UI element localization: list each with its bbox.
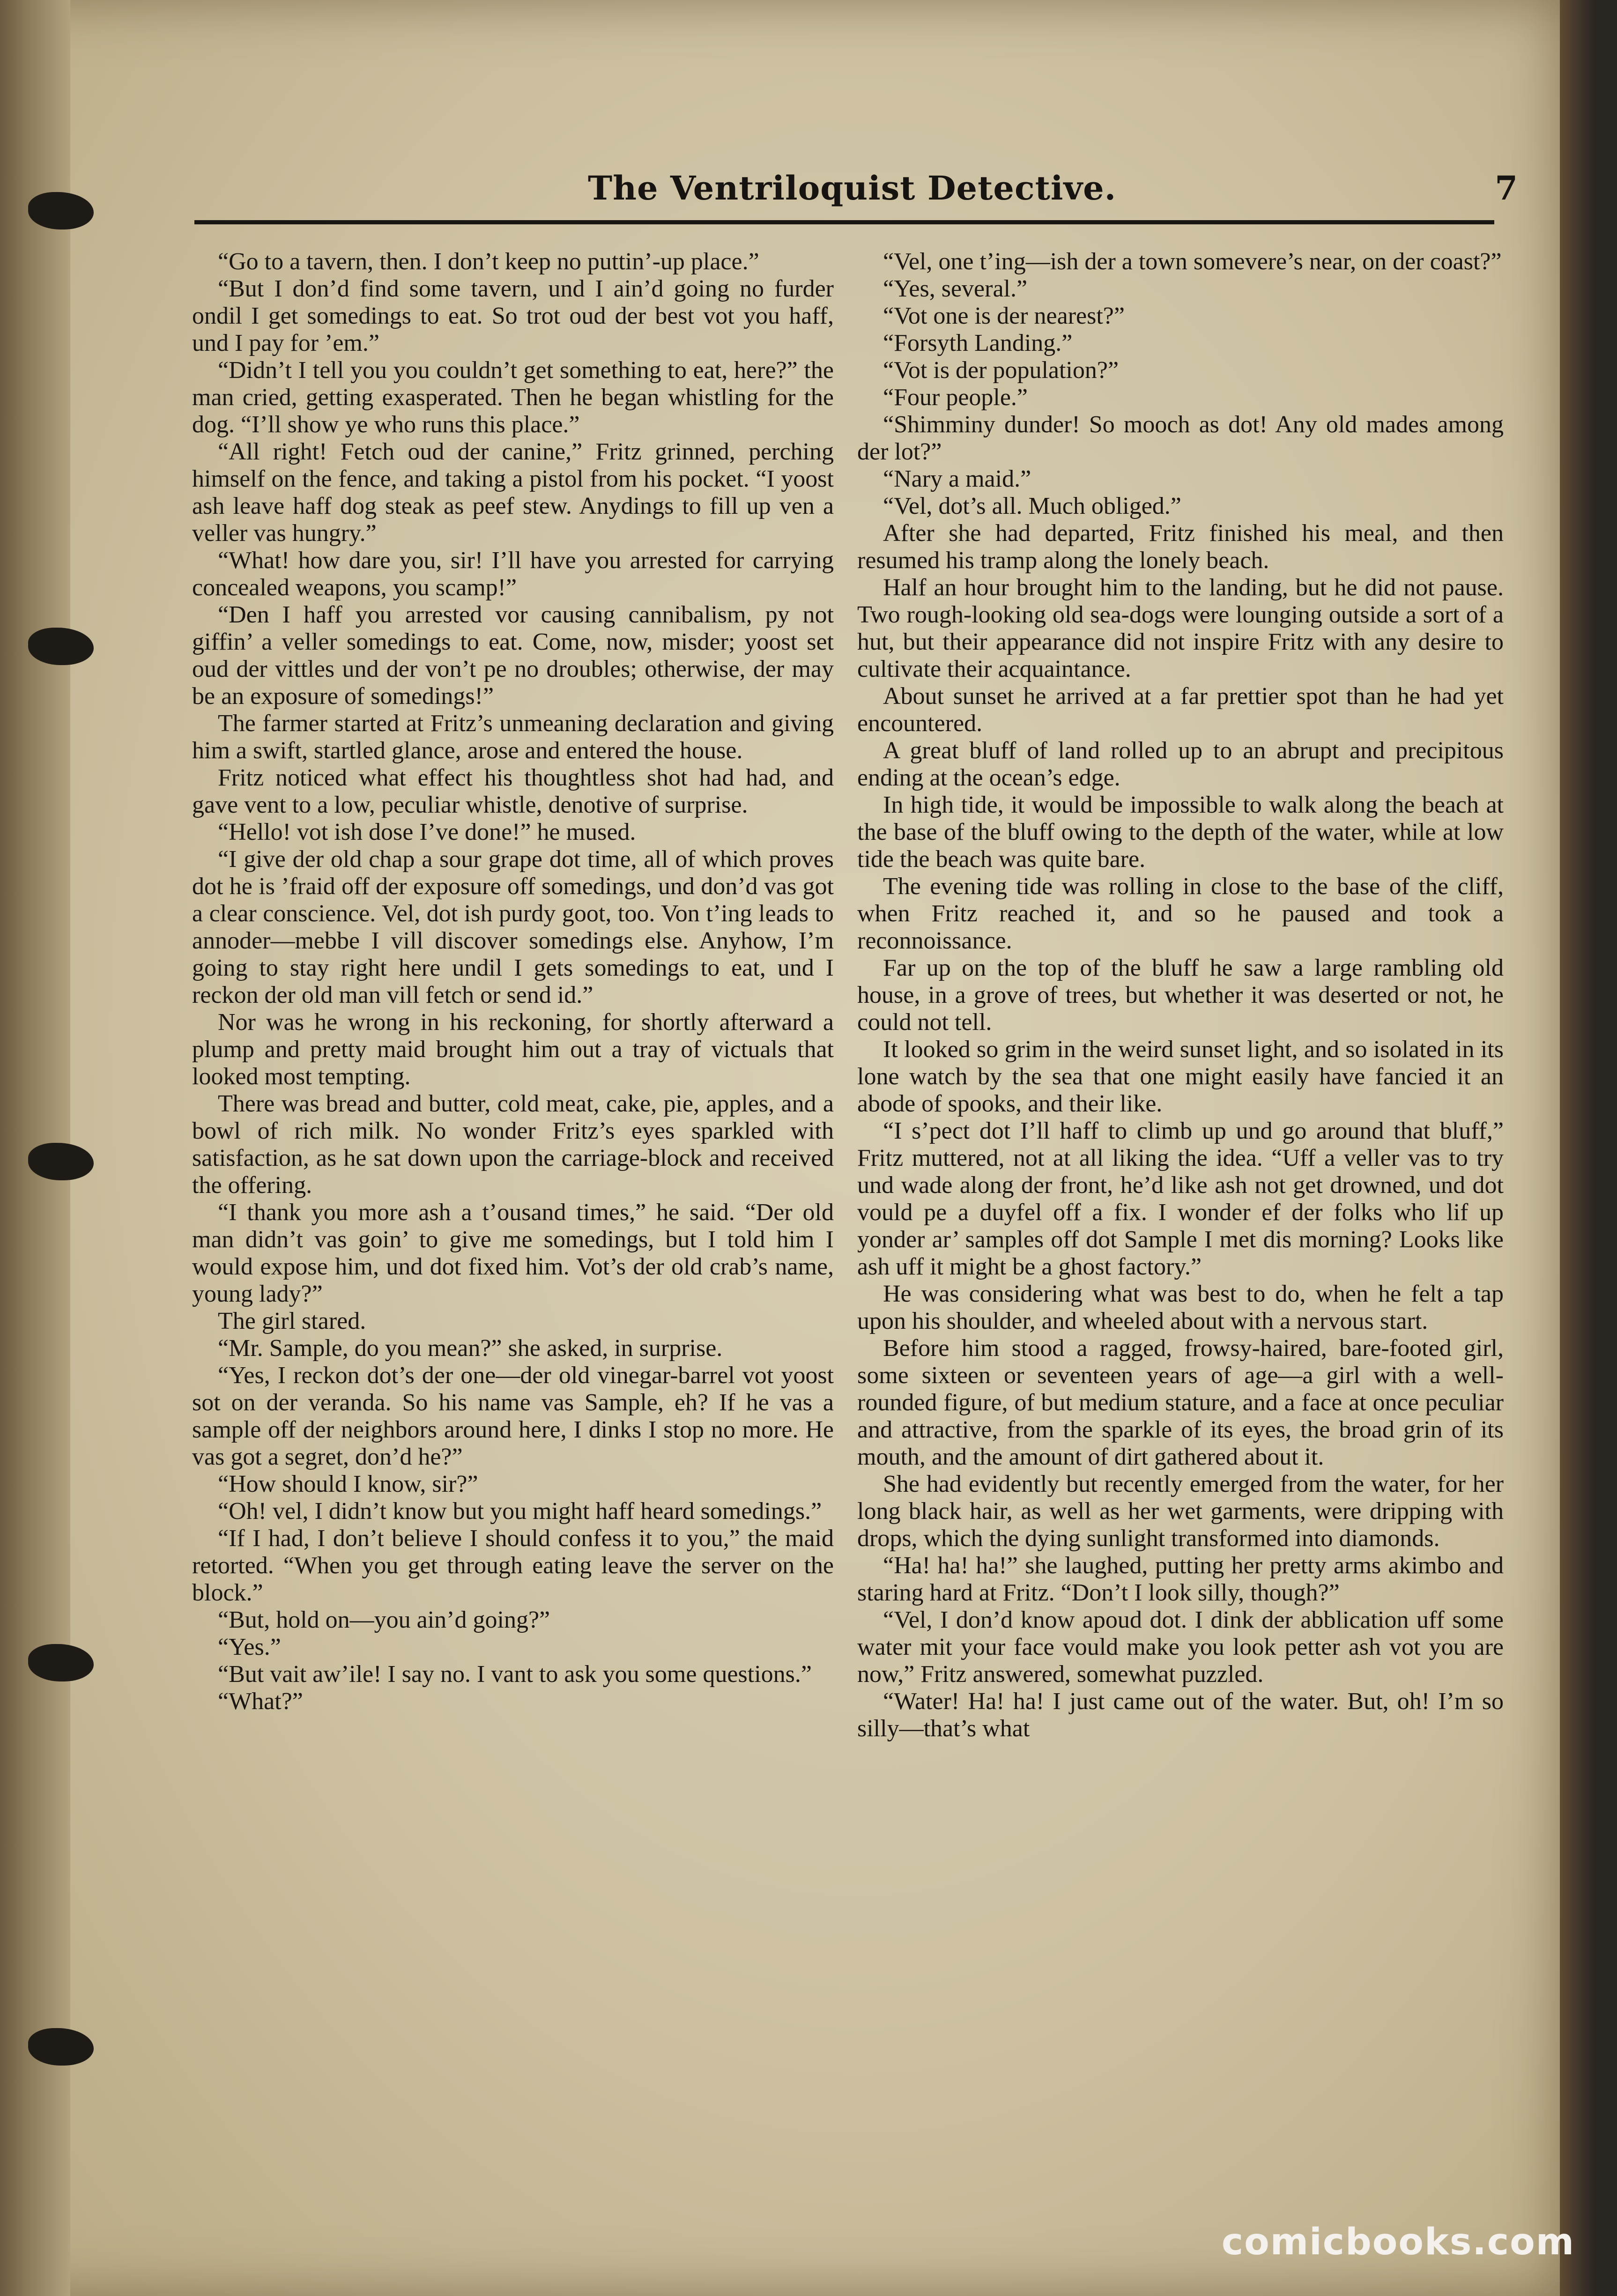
paragraph: “Yes, I reckon dot’s der one—der old vinegar-barrel vot yoost sot on der veranda. So his name vas Sample, eh? If he vas a sample off der neighbors around here, I dinks I stop no more. He vas got a segret, don’d he?”: [192, 1362, 834, 1470]
paragraph: “Ha! ha! ha!” she laughed, putting her pretty arms akimbo and staring hard at Fritz. “Don’t I look silly, though?”: [857, 1552, 1504, 1606]
paragraph: He was considering what was best to do, when he felt a tap upon his shoulder, and wheeled about with a nervous start.: [857, 1281, 1504, 1334]
header-rule: [194, 220, 1494, 224]
paragraph: “Shimminy dunder! So mooch as dot! Any old mades among der lot?”: [857, 411, 1504, 465]
paragraph: “Den I haff you arrested vor causing cannibalism, py not giffin’ a veller somedings to eat. Come, now, misder; yoost set oud der vittles und der von’t pe no droubles; otherwise, der may be an exposure of somedings!”: [192, 601, 834, 710]
running-header: [197, 169, 1518, 220]
paragraph: There was bread and butter, cold meat, cake, pie, apples, and a bowl of rich milk. No wonder Fritz’s eyes sparkled with satisfaction, as he sat down upon the carriage-block and received the offering.: [192, 1090, 834, 1199]
paragraph: “But I don’d find some tavern, und I ain’d going no furder ondil I get somedings to eat. So trot oud der best vot you haff, und I pay for ’em.”: [192, 275, 834, 356]
paragraph: “Hello! vot ish dose I’ve done!” he mused.: [218, 819, 636, 845]
paragraph: “Vel, I don’d know apoud dot. I dink der abblication uff some water mit your face vould make you look petter ash vot you are now,” Fritz answered, somewhat puzzled.: [857, 1607, 1504, 1688]
paragraph: “Go to a tavern, then. I don’t keep no puttin’-up place.”: [218, 248, 759, 275]
paragraph: The girl stared.: [218, 1308, 366, 1334]
paragraph: “I give der old chap a sour grape dot time, all of which proves dot he is ’fraid off der exposure off somedings, und don’d vas got a clear conscience. Vel, dot ish purdy goot, too. Von t’ing leads to annoder—mebbe I vill discover somedings else. Anyhow, I’m going to stay right here undil I gets somedings to eat, und I reckon der old man vill fetch or send id.”: [192, 846, 834, 1008]
left-column: [192, 248, 834, 1715]
paragraph: “How should I know, sir?”: [218, 1471, 478, 1497]
paragraph: “Yes, several.”: [883, 275, 1028, 302]
paragraph: “I s’pect dot I’ll haff to climb up und go around that bluff,” Fritz muttered, not at all liking the idea. “Uff a veller vas to try und wade along der front, he’d like ash not get drowned, und dot vould pe a duyfel off a fix. I wonder ef der folks who lif up yonder ar’ samples off dot Sample I met dis morning? Looks like ash uff it might be a ghost factory.”: [857, 1118, 1504, 1280]
paragraph: “Vot one is der nearest?”: [883, 303, 1125, 329]
paragraph: A great bluff of land rolled up to an abrupt and precipitous ending at the ocean’s edge.: [857, 737, 1504, 791]
paragraph: “Water! Ha! ha! I just came out of the water. But, oh! I’m so silly—that’s what: [857, 1688, 1504, 1742]
paragraph: After she had departed, Fritz finished his meal, and then resumed his tramp along the lonely beach.: [857, 520, 1504, 574]
paragraph: “Nary a maid.”: [883, 466, 1031, 492]
paragraph: Nor was he wrong in his reckoning, for shortly afterward a plump and pretty maid brought him out a tray of victuals that looked most tempting.: [192, 1009, 834, 1090]
paragraph: “What?”: [218, 1688, 303, 1715]
paragraph: “Vel, one t’ing—ish der a town somevere’s near, on der coast?”: [883, 248, 1502, 275]
paragraph: The evening tide was rolling in close to the base of the cliff, when Fritz reached it, and so he paused and took a reconnoissance.: [857, 873, 1504, 954]
paragraph: Half an hour brought him to the landing, but he did not pause. Two rough-looking old sea-dogs were lounging outside a sort of a hut, but their appearance did not inspire Fritz with any desire to cultivate their acquaintance.: [857, 574, 1504, 682]
page-edge: [1560, 0, 1617, 2296]
paragraph: She had evidently but recently emerged from the water, for her long black hair, as well as her wet garments, were dripping with drops, which the dying sunlight transformed into diamonds.: [857, 1471, 1504, 1552]
paragraph: “Four people.”: [883, 384, 1028, 411]
paragraph: “Didn’t I tell you you couldn’t get something to eat, here?” the man cried, getting exasperated. Then he began whistling for the dog. “I’ll show ye who runs this place.”: [192, 357, 834, 438]
paragraph: “All right! Fetch oud der canine,” Fritz grinned, perching himself on the fence, and taking a pistol from his pocket. “I yoost ash leave haff dog steak as peef stew. Anydings to fill up ven a veller vas hungry.”: [192, 438, 834, 547]
paragraph: Fritz noticed what effect his thoughtless shot had had, and gave vent to a low, peculiar whistle, denotive of surprise.: [192, 764, 834, 818]
page-number: 7: [1495, 169, 1518, 207]
paragraph: “Mr. Sample, do you mean?” she asked, in surprise.: [218, 1335, 723, 1362]
paragraph: “Vot is der population?”: [883, 357, 1119, 384]
paragraph: The farmer started at Fritz’s unmeaning declaration and giving him a swift, startled glance, arose and entered the house.: [192, 710, 834, 764]
paragraph: “But, hold on—you ain’d going?”: [218, 1607, 550, 1633]
paragraph: “I thank you more ash a t’ousand times,” he said. “Der old man didn’t vas goin’ to give me somedings, but I told him I would expose him, und dot fixed him. Vot’s der old crab’s name, young lady?”: [192, 1199, 834, 1307]
header-title: The Ventriloquist Detective.: [588, 169, 1117, 207]
paragraph: Far up on the top of the bluff he saw a large rambling old house, in a grove of trees, but whether it was deserted or not, he could not tell.: [857, 955, 1504, 1036]
paragraph: Before him stood a ragged, frowsy-haired, bare-footed girl, some sixteen or seventeen years of age—a girl with a well-rounded figure, of but medium stature, and a face at once peculiar and attractive, from the sparkle of its eyes, the broad grin of its mouth, and the amount of dirt gathered about it.: [857, 1335, 1504, 1470]
paragraph: “Yes.”: [218, 1634, 281, 1660]
paragraph: About sunset he arrived at a far prettier spot than he had yet encountered.: [857, 683, 1504, 737]
paragraph: “Oh! vel, I didn’t know but you might haff heard somedings.”: [218, 1498, 822, 1525]
watermark: comicbooks.com: [1221, 2221, 1575, 2263]
paragraph: “What! how dare you, sir! I’ll have you arrested for carrying concealed weapons, you scamp!”: [192, 547, 834, 601]
paragraph: “If I had, I don’t believe I should confess it to you,” the maid retorted. “When you get through eating leave the server on the block.”: [192, 1525, 834, 1606]
paragraph: It looked so grim in the weird sunset light, and so isolated in its lone watch by the sea that one might easily have fancied it an abode of spooks, and their like.: [857, 1036, 1504, 1117]
paragraph: “But vait aw’ile! I say no. I vant to ask you some questions.”: [218, 1661, 812, 1688]
paragraph: In high tide, it would be impossible to walk along the beach at the base of the bluff owing to the depth of the water, while at low tide the beach was quite bare.: [857, 792, 1504, 873]
paragraph: “Vel, dot’s all. Much obliged.”: [883, 493, 1181, 519]
right-column: [857, 248, 1504, 1742]
paragraph: “Forsyth Landing.”: [883, 330, 1073, 356]
